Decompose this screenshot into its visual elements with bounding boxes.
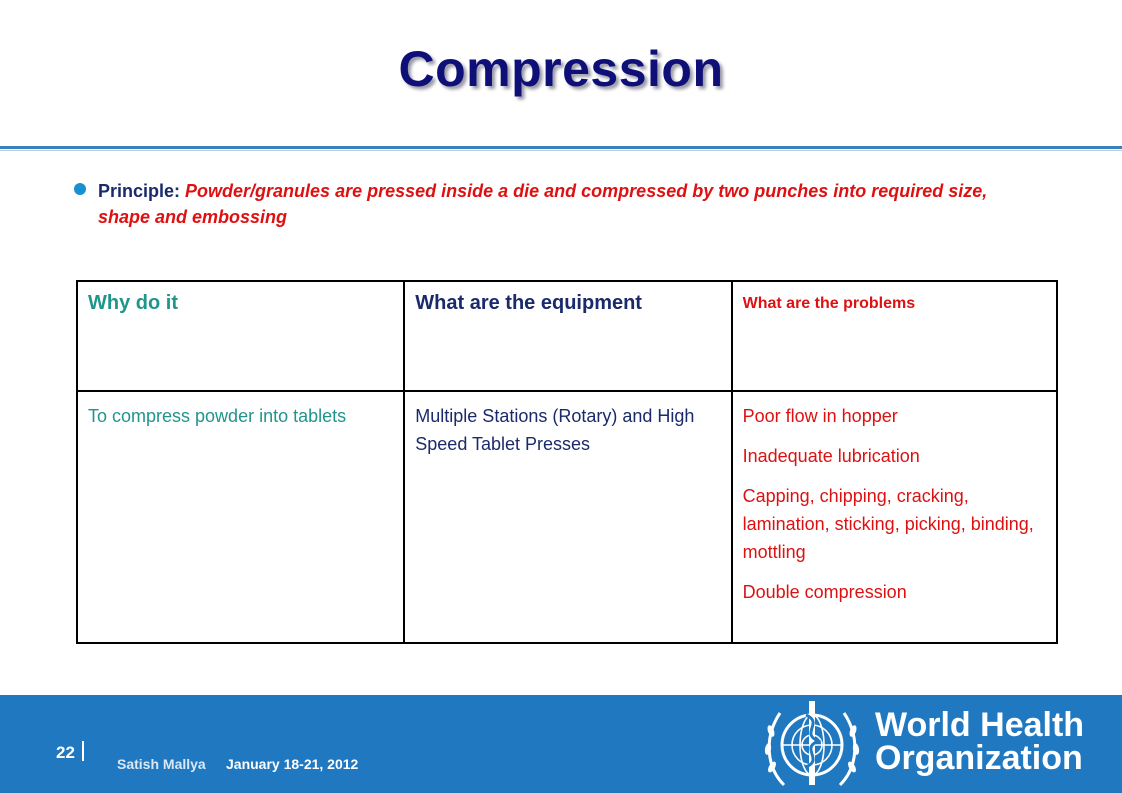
footer-author: Satish Mallya xyxy=(117,756,206,772)
title-divider-light xyxy=(0,150,1122,151)
header-cell-problems xyxy=(732,281,1057,391)
table-row xyxy=(77,391,1057,643)
principle-text: Powder/granules are pressed inside a die and compressed by two punches into required size, shape and embossing xyxy=(98,181,988,227)
cell-equipment xyxy=(404,391,731,643)
who-emblem-icon xyxy=(762,697,862,793)
problem-item: Capping, chipping, cracking, lamination, sticking, picking, binding, mottling xyxy=(742,486,1034,562)
page-number: 22 xyxy=(56,743,75,762)
org-name-line2: Organization xyxy=(875,739,1083,777)
cell-why xyxy=(77,391,404,643)
cell-problems xyxy=(732,391,1057,643)
slide-title: Compression xyxy=(398,41,724,97)
header-problems: What are the problems xyxy=(742,295,916,312)
principle-label: Principle: xyxy=(98,181,181,201)
problem-item: Inadequate lubrication xyxy=(742,446,920,466)
header-cell-why xyxy=(77,281,404,391)
problem-item: Double compression xyxy=(742,582,907,602)
problem-item: Poor flow in hopper xyxy=(742,406,898,426)
why-text: To compress powder into tablets xyxy=(88,406,347,426)
org-name-line1: World Health xyxy=(875,706,1085,744)
table-header-row xyxy=(77,281,1057,391)
header-cell-equipment xyxy=(404,281,731,391)
bullet-dot-icon xyxy=(74,183,86,195)
equipment-text: Multiple Stations (Rotary) and High Speed Tablet Presses xyxy=(415,406,695,454)
title-divider xyxy=(0,146,1122,149)
header-equipment: What are the equipment xyxy=(415,292,642,314)
page-separator xyxy=(82,741,84,761)
compression-table xyxy=(76,280,1058,644)
footer-date: January 18-21, 2012 xyxy=(226,756,359,772)
header-why: Why do it xyxy=(88,292,178,314)
principle-bullet xyxy=(98,178,1018,230)
